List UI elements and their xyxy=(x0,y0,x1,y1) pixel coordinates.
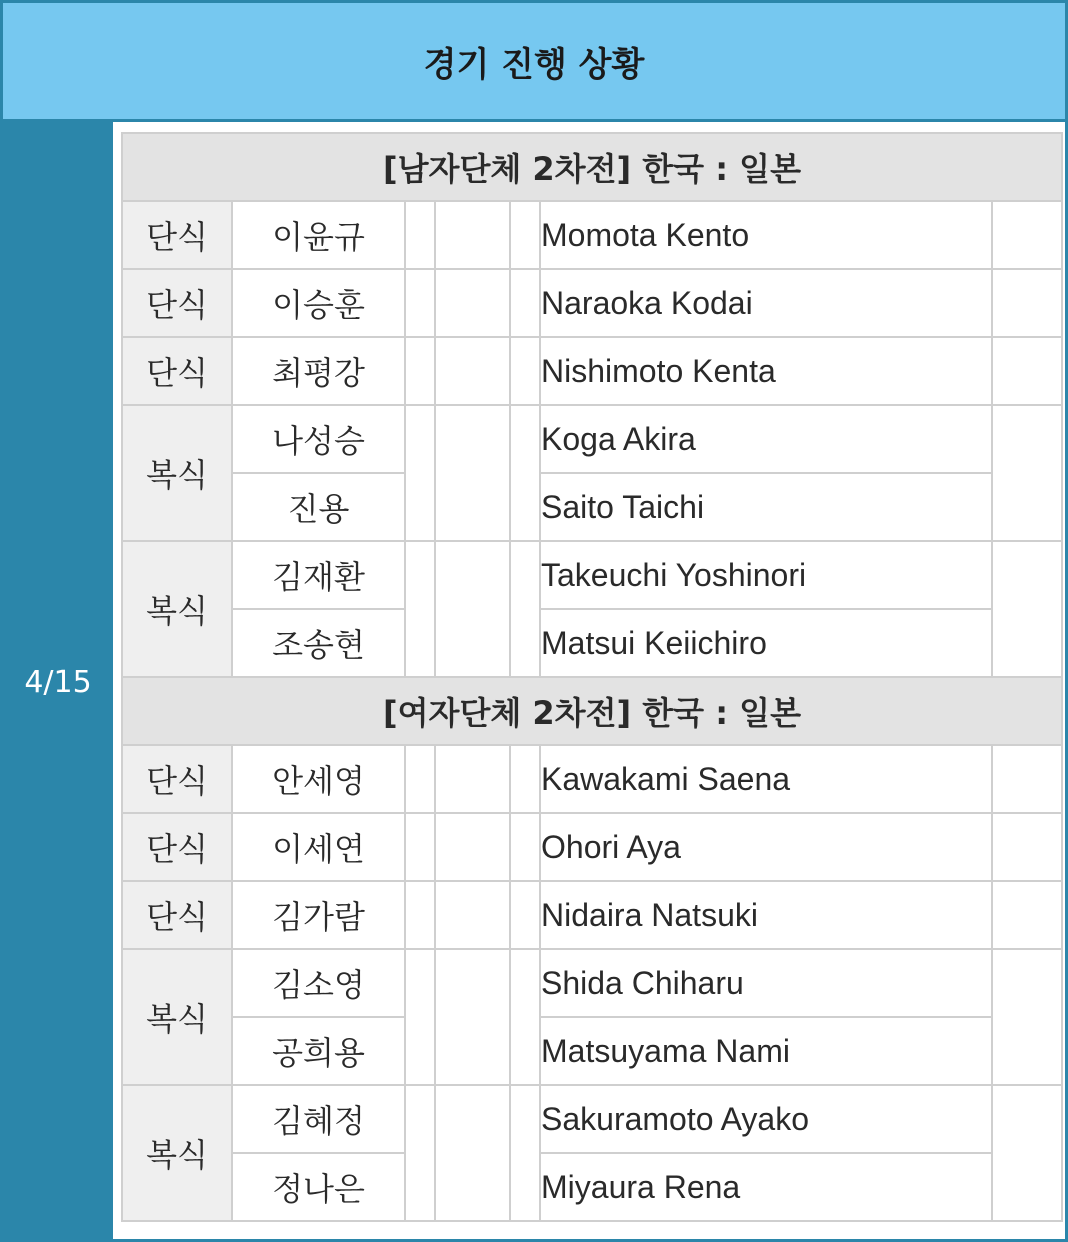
match-type: 단식 xyxy=(122,201,232,269)
japan-player: Momota Kento xyxy=(540,201,992,269)
japan-player: Ohori Aya xyxy=(540,813,992,881)
score-korea xyxy=(405,949,435,1085)
match-type: 복식 xyxy=(122,949,232,1085)
section-header-row xyxy=(122,677,1062,745)
match-row xyxy=(122,813,1062,881)
japan-player: Saito Taichi xyxy=(540,473,992,541)
score-korea xyxy=(405,541,435,677)
match-table xyxy=(121,132,1063,1222)
score-japan xyxy=(510,813,540,881)
korea-player: 진용 xyxy=(232,473,405,541)
score-center xyxy=(435,949,510,1085)
korea-player: 이세연 xyxy=(232,813,405,881)
match-type: 단식 xyxy=(122,337,232,405)
match-row xyxy=(122,337,1062,405)
score-center xyxy=(435,337,510,405)
japan-player: Nishimoto Kenta xyxy=(540,337,992,405)
score-japan xyxy=(510,949,540,1085)
panel-title: 경기 진행 상황 xyxy=(3,3,1065,122)
score-japan xyxy=(510,745,540,813)
match-row xyxy=(122,473,1062,541)
korea-player: 김혜정 xyxy=(232,1085,405,1153)
match-type: 단식 xyxy=(122,269,232,337)
score-japan xyxy=(510,337,540,405)
korea-player: 최평강 xyxy=(232,337,405,405)
japan-player: Takeuchi Yoshinori xyxy=(540,541,992,609)
japan-player: Matsuyama Nami xyxy=(540,1017,992,1085)
match-result xyxy=(992,881,1062,949)
japan-player: Nidaira Natsuki xyxy=(540,881,992,949)
score-center xyxy=(435,201,510,269)
score-korea xyxy=(405,881,435,949)
score-center xyxy=(435,541,510,677)
korea-player: 김소영 xyxy=(232,949,405,1017)
score-korea xyxy=(405,201,435,269)
korea-player: 조송현 xyxy=(232,609,405,677)
score-japan xyxy=(510,405,540,541)
japan-player: Naraoka Kodai xyxy=(540,269,992,337)
korea-player: 김재환 xyxy=(232,541,405,609)
match-row xyxy=(122,1153,1062,1221)
japan-player: Shida Chiharu xyxy=(540,949,992,1017)
match-row xyxy=(122,1085,1062,1153)
score-korea xyxy=(405,337,435,405)
korea-player: 나성승 xyxy=(232,405,405,473)
score-japan xyxy=(510,881,540,949)
match-type: 단식 xyxy=(122,881,232,949)
match-type: 단식 xyxy=(122,813,232,881)
score-japan xyxy=(510,541,540,677)
section-header: [남자단체 2차전] 한국 : 일본 xyxy=(122,133,1062,201)
score-japan xyxy=(510,201,540,269)
match-row xyxy=(122,949,1062,1017)
match-result xyxy=(992,269,1062,337)
korea-player: 정나은 xyxy=(232,1153,405,1221)
match-result xyxy=(992,745,1062,813)
japan-player: Sakuramoto Ayako xyxy=(540,1085,992,1153)
score-center xyxy=(435,881,510,949)
japan-player: Miyaura Rena xyxy=(540,1153,992,1221)
match-row xyxy=(122,881,1062,949)
score-japan xyxy=(510,269,540,337)
match-date: 4/15 xyxy=(3,122,113,1242)
score-korea xyxy=(405,745,435,813)
match-type: 복식 xyxy=(122,1085,232,1221)
korea-player: 김가람 xyxy=(232,881,405,949)
match-row xyxy=(122,1017,1062,1085)
japan-player: Kawakami Saena xyxy=(540,745,992,813)
match-row xyxy=(122,609,1062,677)
match-row xyxy=(122,269,1062,337)
korea-player: 안세영 xyxy=(232,745,405,813)
korea-player: 이윤규 xyxy=(232,201,405,269)
score-korea xyxy=(405,813,435,881)
match-result xyxy=(992,337,1062,405)
score-center xyxy=(435,405,510,541)
korea-player: 이승훈 xyxy=(232,269,405,337)
match-result xyxy=(992,405,1062,541)
match-type: 복식 xyxy=(122,405,232,541)
match-row xyxy=(122,541,1062,609)
score-center xyxy=(435,745,510,813)
score-korea xyxy=(405,1085,435,1221)
match-table-container xyxy=(121,132,1061,1234)
japan-player: Koga Akira xyxy=(540,405,992,473)
match-result xyxy=(992,813,1062,881)
match-type: 단식 xyxy=(122,745,232,813)
score-center xyxy=(435,1085,510,1221)
section-header-row xyxy=(122,133,1062,201)
match-result xyxy=(992,541,1062,677)
match-result xyxy=(992,1085,1062,1221)
score-center xyxy=(435,813,510,881)
match-row xyxy=(122,405,1062,473)
score-japan xyxy=(510,1085,540,1221)
match-result xyxy=(992,201,1062,269)
match-row xyxy=(122,745,1062,813)
score-korea xyxy=(405,269,435,337)
korea-player: 공희용 xyxy=(232,1017,405,1085)
match-result xyxy=(992,949,1062,1085)
match-row xyxy=(122,201,1062,269)
japan-player: Matsui Keiichiro xyxy=(540,609,992,677)
score-center xyxy=(435,269,510,337)
match-type: 복식 xyxy=(122,541,232,677)
score-korea xyxy=(405,405,435,541)
section-header: [여자단체 2차전] 한국 : 일본 xyxy=(122,677,1062,745)
